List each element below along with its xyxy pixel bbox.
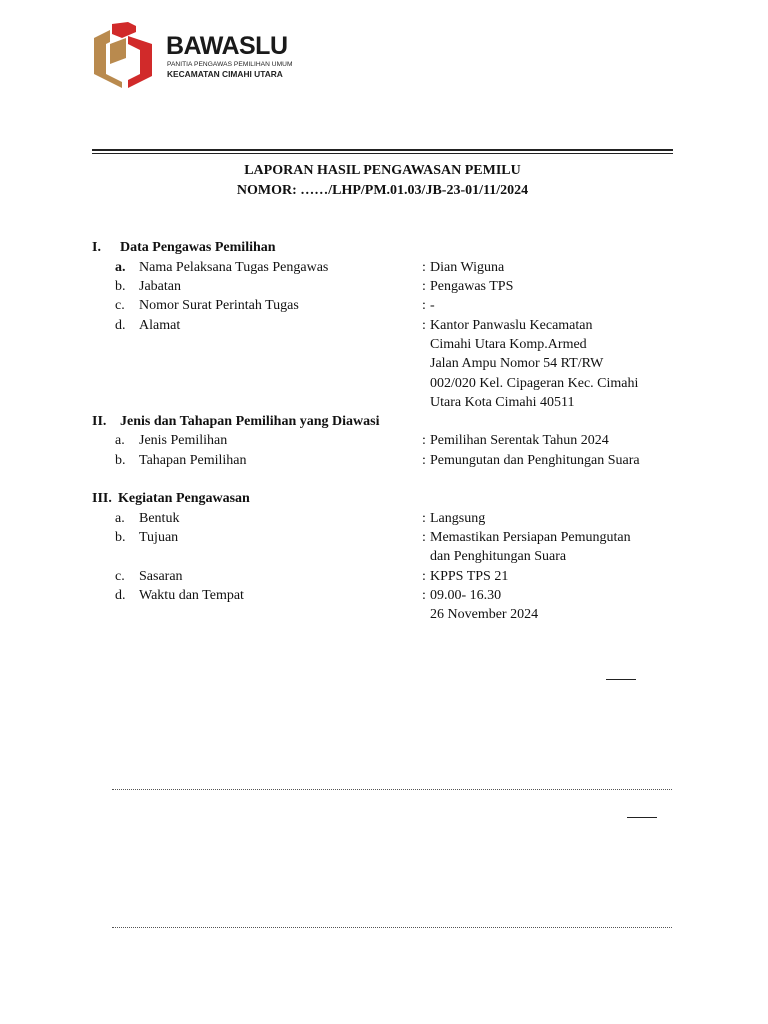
header-rule-thin bbox=[92, 153, 673, 154]
item-value: 09.00- 16.30 bbox=[430, 588, 502, 603]
item-value: Memastikan Persiapan Pemungutan bbox=[430, 530, 631, 545]
item-label: Jabatan bbox=[139, 279, 181, 294]
item-colon: : bbox=[422, 318, 426, 333]
item-letter: d. bbox=[115, 588, 126, 603]
item-value: 26 November 2024 bbox=[430, 607, 539, 622]
item-letter: a. bbox=[115, 260, 126, 275]
item-colon: : bbox=[422, 298, 426, 313]
section-number: II. bbox=[92, 414, 107, 429]
item-label: Sasaran bbox=[139, 569, 183, 584]
item-letter: c. bbox=[115, 298, 125, 313]
document-number: NOMOR: ……/LHP/PM.01.03/JB-23-01/11/2024 bbox=[236, 183, 529, 198]
item-label: Jenis Pemilihan bbox=[139, 433, 228, 448]
item-letter: b. bbox=[115, 279, 126, 294]
bawaslu-logo bbox=[92, 22, 156, 88]
item-value: 002/020 Kel. Cipageran Kec. Cimahi bbox=[430, 376, 639, 391]
item-letter: a. bbox=[115, 511, 125, 526]
item-value: Pemilihan Serentak Tahun 2024 bbox=[430, 433, 609, 448]
section-number: III. bbox=[92, 491, 112, 506]
item-value: Cimahi Utara Komp.Armed bbox=[430, 337, 587, 352]
item-label: Bentuk bbox=[139, 511, 180, 526]
item-label: Nama Pelaksana Tugas Pengawas bbox=[139, 260, 329, 275]
form-line bbox=[627, 817, 657, 818]
item-letter: a. bbox=[115, 433, 125, 448]
item-colon: : bbox=[422, 260, 426, 275]
brand-district: KECAMATAN CIMAHI UTARA bbox=[167, 69, 283, 79]
item-value: dan Penghitungan Suara bbox=[430, 549, 567, 564]
brand-name: BAWASLU bbox=[166, 32, 288, 60]
item-label: Tahapan Pemilihan bbox=[139, 453, 247, 468]
item-label: Nomor Surat Perintah Tugas bbox=[139, 298, 299, 313]
item-value: Dian Wiguna bbox=[430, 260, 505, 275]
item-value: Jalan Ampu Nomor 54 RT/RW bbox=[430, 356, 604, 371]
item-value: Utara Kota Cimahi 40511 bbox=[430, 395, 575, 410]
item-colon: : bbox=[422, 453, 426, 468]
item-letter: b. bbox=[115, 453, 126, 468]
item-colon: : bbox=[422, 279, 426, 294]
item-value: Pemungutan dan Penghitungan Suara bbox=[430, 453, 640, 468]
item-colon: : bbox=[422, 511, 426, 526]
document-title: LAPORAN HASIL PENGAWASAN PEMILU bbox=[244, 163, 521, 178]
section-heading: Jenis dan Tahapan Pemilihan yang Diawasi bbox=[120, 414, 380, 429]
dotted-line bbox=[112, 927, 672, 929]
item-value: - bbox=[430, 298, 435, 313]
item-label: Tujuan bbox=[139, 530, 179, 545]
section-heading: Kegiatan Pengawasan bbox=[118, 491, 250, 506]
item-value: Pengawas TPS bbox=[430, 279, 514, 294]
section-heading: Data Pengawas Pemilihan bbox=[120, 240, 276, 255]
item-value: Kantor Panwaslu Kecamatan bbox=[430, 318, 593, 333]
item-colon: : bbox=[422, 569, 426, 584]
item-letter: b. bbox=[115, 530, 126, 545]
item-value: KPPS TPS 21 bbox=[430, 569, 509, 584]
item-label: Waktu dan Tempat bbox=[139, 588, 244, 603]
item-letter: d. bbox=[115, 318, 126, 333]
header-rule-thick bbox=[92, 149, 673, 151]
item-value: Langsung bbox=[430, 511, 486, 526]
item-label: Alamat bbox=[139, 318, 181, 333]
item-colon: : bbox=[422, 530, 426, 545]
section-number: I. bbox=[92, 240, 101, 255]
dotted-line bbox=[112, 789, 672, 791]
brand-subtitle: PANITIA PENGAWAS PEMILIHAN UMUM bbox=[167, 61, 293, 68]
item-colon: : bbox=[422, 433, 426, 448]
form-line bbox=[606, 679, 636, 680]
item-letter: c. bbox=[115, 569, 125, 584]
item-colon: : bbox=[422, 588, 426, 603]
